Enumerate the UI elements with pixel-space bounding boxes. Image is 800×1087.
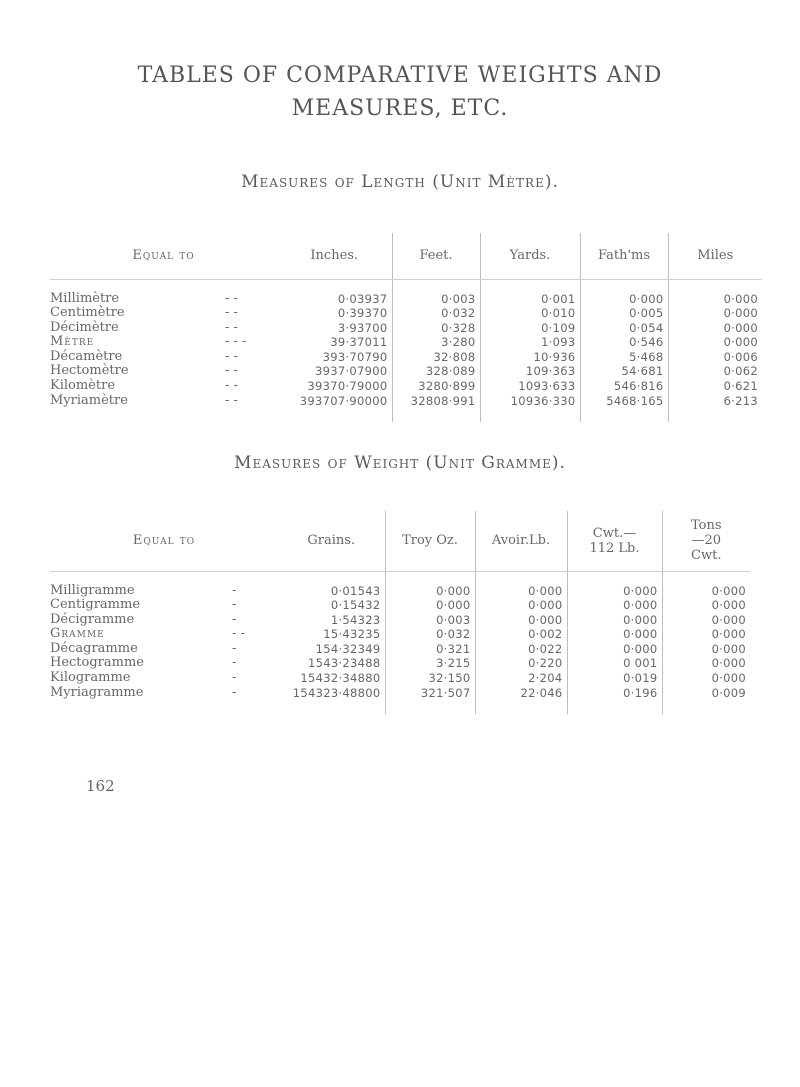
value-cell: 0·01543: [330, 583, 381, 598]
leader-dashes: - -: [225, 363, 238, 379]
spacer-cell: [50, 571, 232, 584]
value-cell: 0·032: [392, 306, 480, 321]
value-cell: 54·681: [580, 364, 668, 379]
unit-name: Mètre: [50, 334, 95, 350]
value-cell: 0·010: [480, 306, 580, 321]
spacer-cell: [580, 408, 668, 422]
value-cell: 0·006: [668, 350, 762, 365]
spacer-cell: [50, 279, 225, 292]
spacer-cell: [50, 408, 225, 422]
value-cell: 0·001: [480, 292, 580, 307]
unit-name: Hectomètre: [50, 363, 129, 379]
length-header-row: [50, 233, 762, 279]
value-cell: 0·546: [580, 335, 668, 350]
table-row: [50, 379, 762, 394]
table-row: [50, 584, 750, 599]
table-row: [50, 656, 750, 671]
value-cell: 0·000: [668, 292, 762, 307]
value-cell: 0·000: [567, 584, 662, 599]
value-cell: 0·328: [392, 321, 480, 336]
spacer-cell: [50, 700, 232, 714]
table-row: [50, 598, 750, 613]
leader-dashes: -: [232, 640, 237, 656]
spacer-cell: [277, 279, 392, 292]
spacer-cell: [662, 700, 750, 714]
spacer-row: [50, 408, 762, 422]
value-cell: 39370·79000: [307, 379, 388, 394]
table-row: [50, 350, 762, 365]
length-table: [50, 233, 762, 422]
value-cell: 109·363: [480, 364, 580, 379]
length-header-equal-to: Equal to: [50, 233, 277, 279]
value-cell: 0 001: [567, 656, 662, 671]
spacer-cell: [475, 700, 567, 714]
value-cell: 0·002: [475, 627, 567, 642]
value-cell: 0·196: [567, 686, 662, 701]
length-header-inches: Inches.: [277, 233, 392, 279]
weight-header-avoir-lb: Avoir.Lb.: [475, 511, 567, 571]
value-cell: 0·03937: [337, 291, 388, 306]
value-cell: 1·093: [480, 335, 580, 350]
table-row: [50, 671, 750, 686]
length-header-yards: Yards.: [480, 233, 580, 279]
value-cell: 0·054: [580, 321, 668, 336]
value-cell: 0·000: [475, 613, 567, 628]
value-cell: 32808·991: [392, 394, 480, 409]
value-cell: 0·000: [668, 335, 762, 350]
leader-dashes: - -: [225, 305, 238, 321]
page-title-line-2: MEASURES, ETC.: [291, 96, 509, 121]
length-header-fathoms: Fath'ms: [580, 233, 668, 279]
weight-header-row: [50, 511, 750, 571]
unit-name: Hectogramme: [50, 655, 144, 671]
leader-dashes: -: [232, 670, 237, 686]
value-cell: 0·000: [662, 627, 750, 642]
spacer-row: [50, 700, 750, 714]
unit-name: Kilogramme: [50, 670, 131, 686]
leader-dashes: - -: [225, 392, 238, 408]
leader-dashes: - -: [225, 348, 238, 364]
value-cell: 328·089: [392, 364, 480, 379]
table-row: [50, 627, 750, 642]
value-cell: 3280·899: [392, 379, 480, 394]
value-cell: 0·000: [567, 613, 662, 628]
value-cell: 6·213: [668, 394, 762, 409]
unit-name: Centigramme: [50, 597, 141, 613]
value-cell: 0·003: [392, 292, 480, 307]
value-cell: 154323·48800: [292, 685, 381, 700]
spacer-row: [50, 571, 750, 584]
value-cell: 5·468: [580, 350, 668, 365]
leader-dashes: - -: [225, 290, 238, 306]
weight-header-equal-to: Equal to: [50, 511, 278, 571]
unit-name: Gramme: [50, 626, 105, 642]
value-cell: 546·816: [580, 379, 668, 394]
unit-name: Kilomètre: [50, 378, 116, 394]
spacer-cell: [392, 279, 480, 292]
table-row: [50, 613, 750, 628]
table-row: [50, 335, 762, 350]
leader-dashes: -: [232, 611, 237, 627]
weight-table-body: [50, 571, 750, 714]
leader-dashes: - -: [225, 378, 238, 394]
page-number: 162: [86, 777, 115, 795]
value-cell: 39·37011: [330, 335, 388, 350]
spacer-cell: [225, 279, 277, 292]
spacer-cell: [567, 700, 662, 714]
spacer-cell: [225, 408, 277, 422]
spacer-cell: [668, 279, 762, 292]
value-cell: 0·009: [662, 686, 750, 701]
weight-header-tons: Tons —20 Cwt.: [662, 511, 750, 571]
weight-header-grains: Grains.: [278, 511, 385, 571]
spacer-cell: [277, 408, 392, 422]
value-cell: 0·39370: [337, 306, 388, 321]
value-cell: 0·000: [662, 584, 750, 599]
unit-name: Décagramme: [50, 640, 138, 656]
spacer-cell: [385, 571, 475, 584]
value-cell: 2·204: [475, 671, 567, 686]
spacer-cell: [232, 571, 278, 584]
value-cell: 0·000: [385, 584, 475, 599]
spacer-cell: [480, 408, 580, 422]
value-cell: 5468·165: [580, 394, 668, 409]
value-cell: 0·000: [662, 671, 750, 686]
length-header-miles: Miles: [668, 233, 762, 279]
value-cell: 0·000: [580, 292, 668, 307]
spacer-cell: [385, 700, 475, 714]
value-cell: 0·022: [475, 642, 567, 657]
unit-name: Décamètre: [50, 348, 123, 364]
spacer-cell: [232, 700, 278, 714]
value-cell: 10936·330: [480, 394, 580, 409]
leader-dashes: -: [232, 655, 237, 671]
spacer-cell: [580, 279, 668, 292]
table-row: [50, 686, 750, 701]
value-cell: 22·046: [475, 686, 567, 701]
value-cell: 0·003: [385, 613, 475, 628]
spacer-cell: [278, 700, 385, 714]
table-row: [50, 364, 762, 379]
length-table-body: [50, 279, 762, 422]
value-cell: 321·507: [385, 686, 475, 701]
spacer-cell: [668, 408, 762, 422]
value-cell: 0·000: [385, 598, 475, 613]
value-cell: 32·808: [392, 350, 480, 365]
value-cell: 0·000: [662, 642, 750, 657]
value-cell: 0·000: [668, 306, 762, 321]
unit-name: Centimètre: [50, 305, 125, 321]
value-cell: 0·000: [567, 627, 662, 642]
weight-header-troy-oz: Troy Oz.: [385, 511, 475, 571]
unit-name: Décigramme: [50, 611, 135, 627]
spacer-cell: [480, 279, 580, 292]
spacer-cell: [278, 571, 385, 584]
value-cell: 15432·34880: [300, 671, 381, 686]
weight-header-cwt: Cwt.— 112 Lb.: [567, 511, 662, 571]
value-cell: 0·000: [567, 642, 662, 657]
spacer-cell: [392, 408, 480, 422]
value-cell: 15·43235: [323, 627, 381, 642]
value-cell: 393707·90000: [299, 393, 388, 408]
spacer-cell: [475, 571, 567, 584]
leader-dashes: -: [232, 582, 237, 598]
value-cell: 0·109: [480, 321, 580, 336]
value-cell: 0·000: [662, 598, 750, 613]
unit-name: Décimètre: [50, 319, 119, 335]
length-section-title: Measures of Length (Unit Mètre).: [241, 172, 559, 192]
value-cell: 0·000: [475, 598, 567, 613]
spacer-cell: [662, 571, 750, 584]
value-cell: 3·93700: [337, 320, 388, 335]
value-cell: 0·15432: [330, 598, 381, 613]
value-cell: 0·032: [385, 627, 475, 642]
value-cell: 10·936: [480, 350, 580, 365]
value-cell: 32·150: [385, 671, 475, 686]
value-cell: 0·062: [668, 364, 762, 379]
table-row: [50, 642, 750, 657]
unit-name: Milligramme: [50, 582, 135, 598]
table-row: [50, 394, 762, 409]
table-row: [50, 292, 762, 307]
unit-name: Myriagramme: [50, 684, 144, 700]
value-cell: 1·54323: [330, 612, 381, 627]
value-cell: 3·280: [392, 335, 480, 350]
unit-name: Myriamètre: [50, 392, 128, 408]
value-cell: 0·000: [668, 321, 762, 336]
page-title-line-1: TABLES OF COMPARATIVE WEIGHTS AND: [137, 63, 663, 88]
leader-dashes: - - -: [225, 334, 247, 350]
leader-dashes: - -: [225, 319, 238, 335]
value-cell: 1543·23488: [307, 656, 381, 671]
value-cell: 1093·633: [480, 379, 580, 394]
spacer-row: [50, 279, 762, 292]
leader-dashes: -: [232, 597, 237, 613]
value-cell: 393·70790: [322, 349, 388, 364]
table-row: [50, 321, 762, 336]
value-cell: 0·000: [567, 598, 662, 613]
table-row: [50, 306, 762, 321]
value-cell: 0·000: [662, 656, 750, 671]
weight-table: [50, 511, 750, 714]
spacer-cell: [567, 571, 662, 584]
value-cell: 0·019: [567, 671, 662, 686]
leader-dashes: - -: [232, 626, 245, 642]
value-cell: 3937·07900: [314, 364, 388, 379]
value-cell: 0·005: [580, 306, 668, 321]
length-header-feet: Feet.: [392, 233, 480, 279]
value-cell: 154·32349: [315, 641, 381, 656]
weight-section-title: Measures of Weight (Unit Gramme).: [234, 453, 566, 473]
value-cell: 0·000: [475, 584, 567, 599]
value-cell: 0·000: [662, 613, 750, 628]
value-cell: 0·321: [385, 642, 475, 657]
value-cell: 3·215: [385, 656, 475, 671]
unit-name: Millimètre: [50, 290, 120, 306]
leader-dashes: -: [232, 684, 237, 700]
value-cell: 0·220: [475, 656, 567, 671]
value-cell: 0·621: [668, 379, 762, 394]
